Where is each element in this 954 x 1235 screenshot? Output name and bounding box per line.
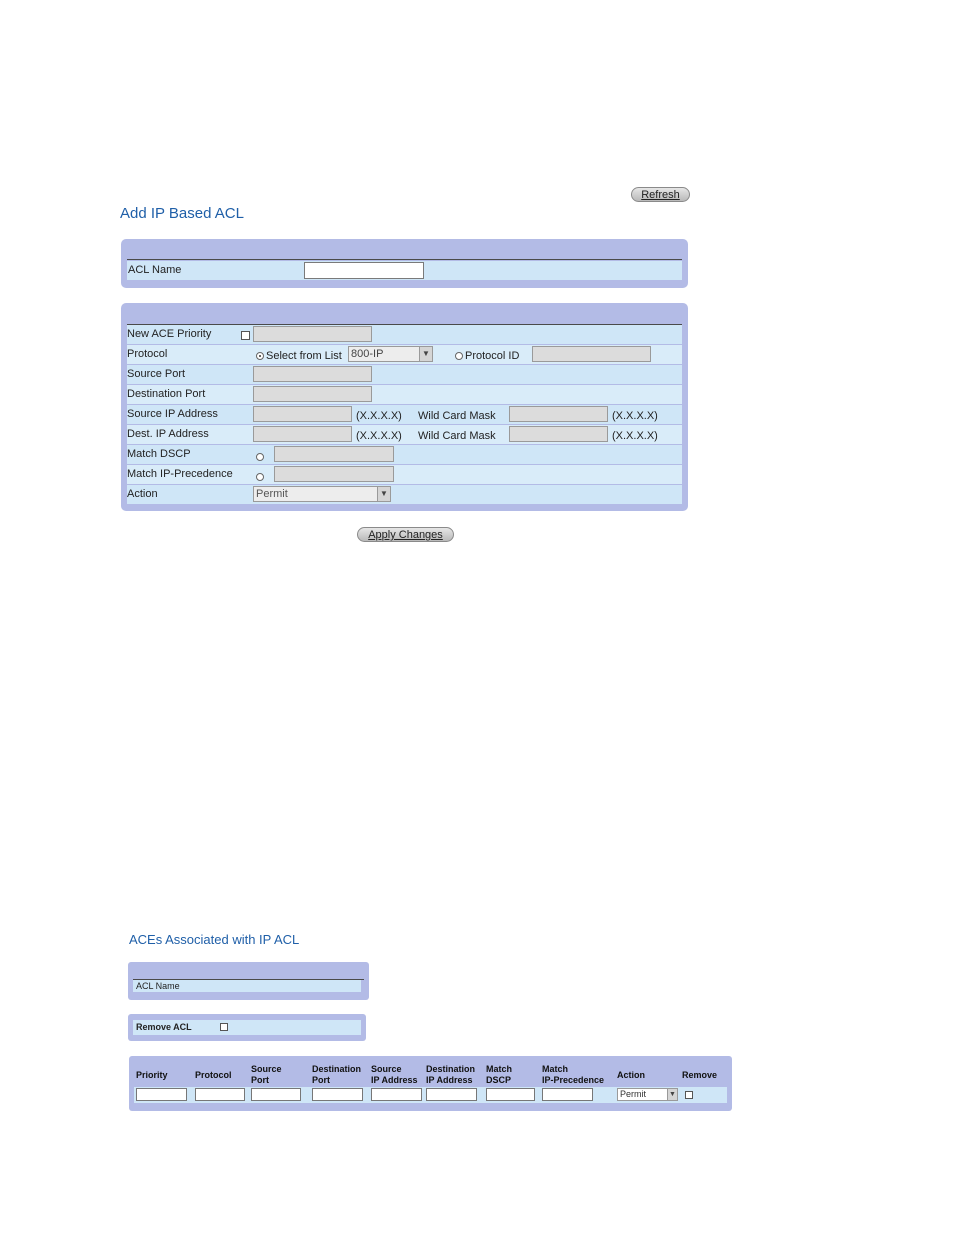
row-action-select-value: Permit xyxy=(620,1089,647,1099)
acl-name-panel xyxy=(121,239,688,288)
remove-acl-label: Remove ACL xyxy=(136,1022,192,1032)
col-dest-port-2: Port xyxy=(312,1075,330,1085)
dest-wildcard-format-hint: (X.X.X.X) xyxy=(612,430,658,442)
acl-name-label: ACL Name xyxy=(128,264,182,276)
chevron-down-icon: ▼ xyxy=(667,1089,677,1100)
new-ace-priority-input[interactable] xyxy=(253,326,372,342)
col-match-dscp-2: DSCP xyxy=(486,1075,512,1085)
dest-wildcard-input[interactable] xyxy=(509,426,608,442)
aces-acl-name-label: ACL Name xyxy=(136,981,180,991)
row-source-port-input[interactable] xyxy=(251,1088,301,1101)
match-ip-precedence-input[interactable] xyxy=(274,466,394,482)
dest-wildcard-label: Wild Card Mask xyxy=(418,430,496,442)
source-ip-label: Source IP Address xyxy=(127,408,218,420)
col-match-dscp-1: Match xyxy=(486,1064,513,1074)
col-source-ip-1: Source xyxy=(371,1064,402,1074)
dest-ip-input[interactable] xyxy=(253,426,352,442)
destination-port-input[interactable] xyxy=(253,386,372,402)
col-dest-ip-2: IP Address xyxy=(426,1075,473,1085)
row-action-select[interactable] xyxy=(617,1088,678,1101)
row-dest-ip-input[interactable] xyxy=(426,1088,477,1101)
col-protocol: Protocol xyxy=(195,1070,232,1080)
aces-acl-name-panel xyxy=(128,962,369,1000)
match-dscp-label: Match DSCP xyxy=(127,448,191,460)
col-source-port-1: Source xyxy=(251,1064,282,1074)
refresh-button[interactable]: Refresh xyxy=(631,187,690,202)
ace-form-panel xyxy=(121,303,688,511)
source-wildcard-label: Wild Card Mask xyxy=(418,410,496,422)
aces-section-title: ACEs Associated with IP ACL xyxy=(129,932,300,947)
source-port-label: Source Port xyxy=(127,368,186,380)
select-from-list-label: Select from List xyxy=(266,350,342,362)
source-wildcard-input[interactable] xyxy=(509,406,608,422)
select-from-list-radio[interactable] xyxy=(256,352,264,360)
match-ip-precedence-radio[interactable] xyxy=(256,473,264,481)
col-action: Action xyxy=(617,1070,645,1080)
row-remove-checkbox[interactable] xyxy=(685,1091,693,1099)
remove-acl-checkbox[interactable] xyxy=(220,1023,228,1031)
remove-acl-panel xyxy=(128,1014,366,1041)
chevron-down-icon: ▼ xyxy=(377,487,390,501)
protocol-select[interactable] xyxy=(348,346,433,362)
apply-changes-button[interactable]: Apply Changes xyxy=(357,527,454,542)
source-ip-input[interactable] xyxy=(253,406,352,422)
source-wildcard-format-hint: (X.X.X.X) xyxy=(612,410,658,422)
protocol-id-input[interactable] xyxy=(532,346,651,362)
dest-ip-label: Dest. IP Address xyxy=(127,428,209,440)
dest-ip-format-hint: (X.X.X.X) xyxy=(356,430,402,442)
acl-name-input[interactable] xyxy=(304,262,424,279)
col-source-port-2: Port xyxy=(251,1075,269,1085)
action-select-value: Permit xyxy=(256,488,288,500)
action-select[interactable] xyxy=(253,486,391,502)
col-dest-port-1: Destination xyxy=(312,1064,362,1074)
new-ace-priority-checkbox[interactable] xyxy=(241,331,250,340)
source-port-input[interactable] xyxy=(253,366,372,382)
chevron-down-icon: ▼ xyxy=(419,347,432,361)
row-dest-port-input[interactable] xyxy=(312,1088,363,1101)
col-match-prec-2: IP-Precedence xyxy=(542,1075,605,1085)
match-ip-precedence-label: Match IP-Precedence xyxy=(127,468,233,480)
protocol-select-value: 800-IP xyxy=(351,348,384,360)
row-source-ip-input[interactable] xyxy=(371,1088,422,1101)
protocol-label: Protocol xyxy=(127,348,168,360)
new-ace-priority-label: New ACE Priority xyxy=(127,328,212,340)
row-protocol-input[interactable] xyxy=(195,1088,245,1101)
col-dest-ip-1: Destination xyxy=(426,1064,476,1074)
aces-table-panel xyxy=(129,1056,732,1111)
page-title: Add IP Based ACL xyxy=(120,205,244,222)
row-priority-input[interactable] xyxy=(136,1088,187,1101)
protocol-id-label: Protocol ID xyxy=(465,350,520,362)
match-dscp-input[interactable] xyxy=(274,446,394,462)
protocol-id-radio[interactable] xyxy=(455,352,463,360)
source-ip-format-hint: (X.X.X.X) xyxy=(356,410,402,422)
col-priority: Priority xyxy=(136,1070,168,1080)
destination-port-label: Destination Port xyxy=(127,388,206,400)
col-remove: Remove xyxy=(682,1070,718,1080)
match-dscp-radio[interactable] xyxy=(256,453,264,461)
row-match-dscp-input[interactable] xyxy=(486,1088,535,1101)
col-match-prec-1: Match xyxy=(542,1064,569,1074)
action-label: Action xyxy=(127,488,158,500)
row-match-prec-input[interactable] xyxy=(542,1088,593,1101)
col-source-ip-2: IP Address xyxy=(371,1075,418,1085)
